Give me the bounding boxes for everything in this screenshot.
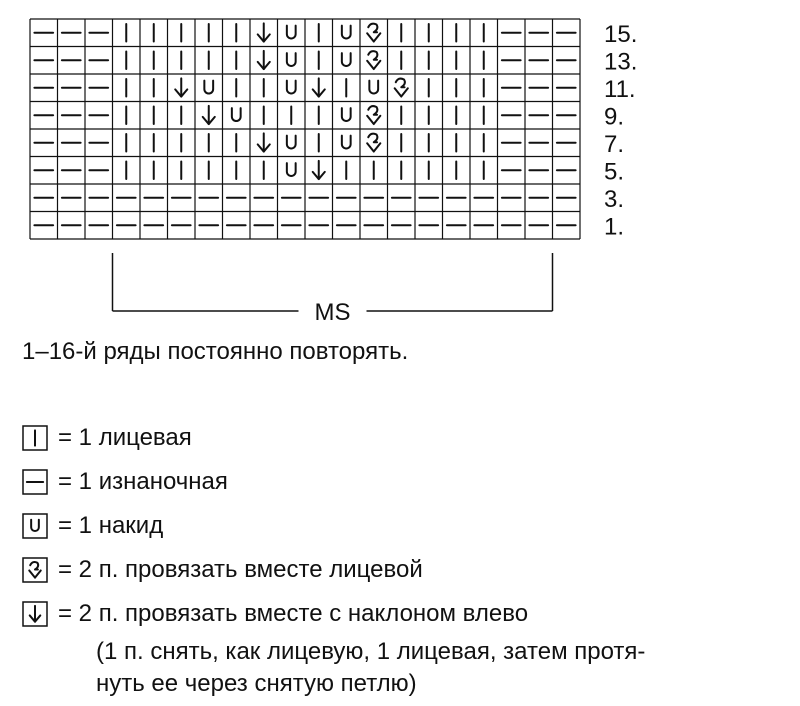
legend-item-knit [22,416,645,460]
chart-cell-yarn-over-icon [287,136,296,149]
knitting-chart [0,0,800,330]
row-number-label: 1. [604,213,625,241]
chart-cell-yarn-over-icon [232,108,241,121]
chart-cell-yarn-over-icon [342,108,351,121]
chart-cell-yarn-over-icon [204,81,213,94]
repeat-label: MS [314,299,351,326]
chart-cell-ssk-icon [258,23,270,41]
yarn-over-icon [22,513,48,539]
chart-cell-yarn-over-icon [369,81,378,94]
row-number-label: 7. [604,130,625,158]
repeat-instruction: 1–16-й ряды постоянно повторять. [22,338,409,365]
legend-text: = 1 изнаночная [58,468,228,495]
chart-cell-ssk-icon [313,161,325,179]
chart-cell-ssk-icon [258,51,270,69]
legend-text: = 1 накид [58,512,164,539]
chart-cell-k2tog-icon [367,24,380,42]
legend-item-k2tog [22,548,645,592]
legend-item-yarn-over [22,504,645,548]
chart-cell-k2tog-icon [367,134,380,152]
chart-cell-k2tog-icon [367,51,380,69]
row-number-label: 9. [604,103,625,131]
row-number-label: 3. [604,185,625,213]
chart-cell-yarn-over-icon [287,163,296,176]
knit-stitch-icon [22,425,48,451]
chart-cell-yarn-over-icon [342,26,351,39]
row-number-label: 15. [604,20,638,48]
legend-text: = 1 лицевая [58,424,192,451]
chart-cell-ssk-icon [175,78,187,96]
chart-cell-ssk-icon [313,78,325,96]
legend [22,416,645,700]
chart-cell-ssk-icon [203,106,215,124]
legend-note-line-2: нуть ее через снятую петлю) [96,670,417,697]
chart-cell-yarn-over-icon [342,136,351,149]
row-number-label: 5. [604,158,625,186]
chart-cell-yarn-over-icon [342,53,351,66]
chart-grid-lines [30,19,580,239]
legend-item-purl [22,460,645,504]
chart-cell-ssk-icon [258,133,270,151]
chart-cell-k2tog-icon [367,106,380,124]
chart-cell-yarn-over-icon [287,53,296,66]
legend-text: = 2 п. провязать вместе лицевой [58,556,423,583]
chart-cell-yarn-over-icon [287,81,296,94]
legend-note-line-1: (1 п. снять, как лицевую, 1 лицевая, затем протя- [96,638,646,665]
row-number-label: 13. [604,48,638,76]
legend-item-ssk [22,592,645,636]
purl-stitch-icon [22,469,48,495]
chart-cell-yarn-over-icon [287,26,296,39]
ssk-icon [22,601,48,627]
row-number-label: 11. [604,75,636,103]
k2tog-icon [22,557,48,583]
legend-text: = 2 п. провязать вместе с наклоном влево [58,600,529,627]
chart-cell-k2tog-icon [395,79,408,97]
